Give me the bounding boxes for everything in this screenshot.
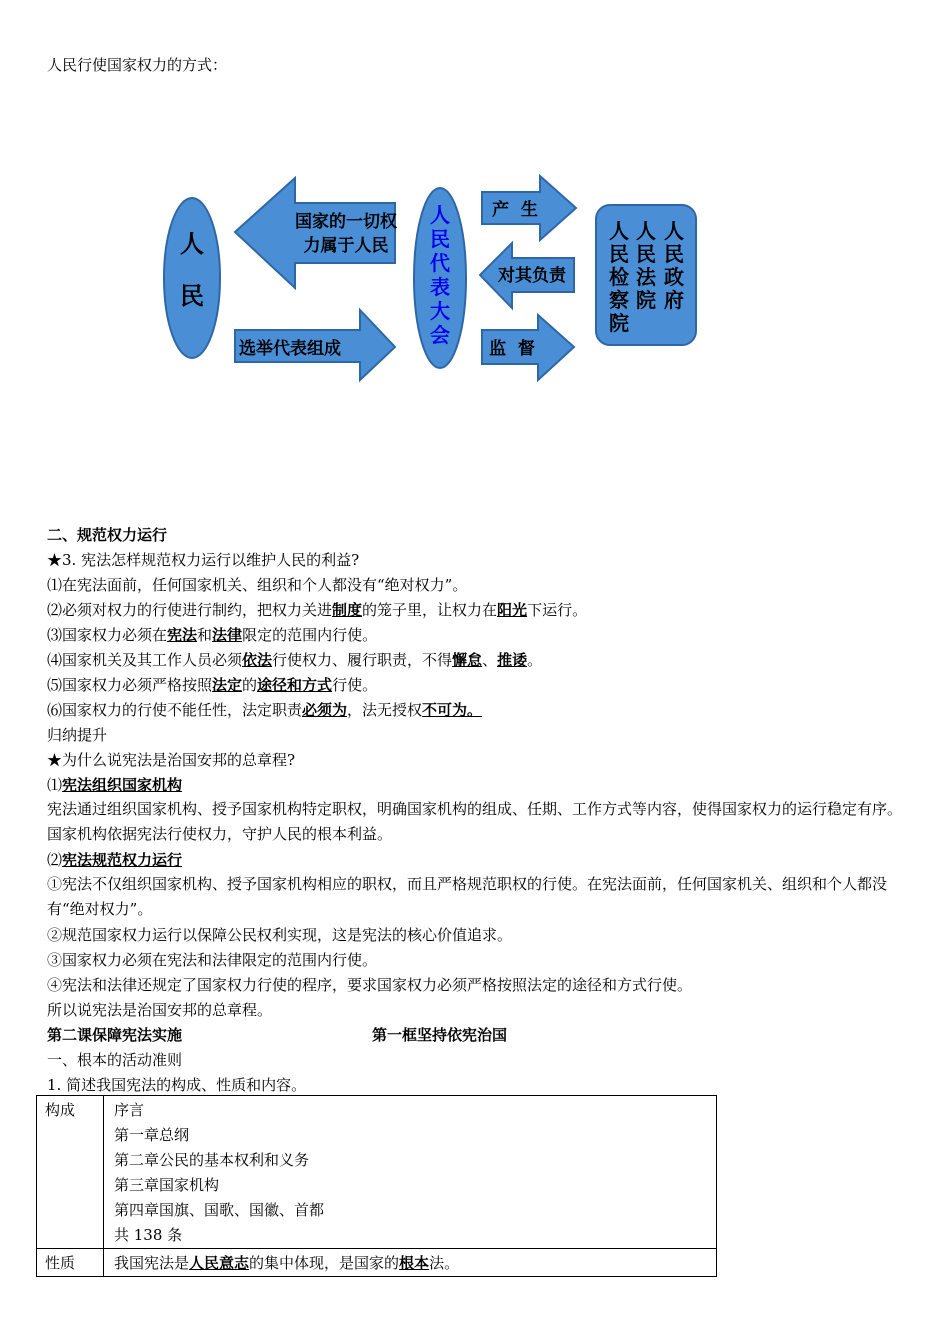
subsection-heading: 一、根本的活动准则 — [47, 1051, 183, 1069]
row-key: 构成 — [37, 1096, 104, 1249]
conclusion: 所以说宪法是治国安邦的总章程。 — [47, 1001, 273, 1019]
text: 行使。 — [332, 676, 378, 694]
keyword: 不可为。 — [422, 701, 483, 719]
arrow-produce — [482, 176, 576, 240]
organ-char: 人 — [664, 219, 684, 243]
question-1: 1. 简述我国宪法的构成、性质和内容。 — [47, 1076, 307, 1094]
keyword: 必须为 — [302, 701, 348, 719]
row-value — [104, 1096, 717, 1249]
text: ⑵必须对权力的行使进行制约，把权力关进 — [47, 601, 333, 619]
question-3: ★3. 宪法怎样规范权力运行以维护人民的利益? — [47, 551, 360, 569]
list-item: 第三章国家机构 — [114, 1176, 220, 1194]
npc-char: 民 — [430, 227, 450, 251]
text: 的集中体现，是国家的 — [249, 1254, 400, 1272]
list-item: 共 138 条 — [114, 1226, 183, 1244]
arrow-supervise — [482, 315, 574, 380]
organ-char: 院 — [636, 288, 656, 312]
num: ⑴ — [47, 776, 63, 794]
arrow-responsible — [480, 243, 574, 308]
text: 。 — [527, 651, 543, 669]
text: 的 — [242, 676, 258, 694]
keyword: 懈怠 — [452, 651, 483, 669]
npc-char: 会 — [430, 323, 450, 347]
list-item: 第二章公民的基本权利和义务 — [114, 1151, 310, 1169]
npc-char: 代 — [430, 251, 450, 275]
npc-char: 大 — [430, 299, 450, 323]
organ-char: 民 — [609, 242, 629, 266]
text: ⑸国家权力必须严格按照 — [47, 676, 213, 694]
arrow-belong-line1: 国家的一切权 — [295, 212, 397, 232]
npc-ellipse — [414, 188, 466, 368]
subtitle-1 — [47, 775, 182, 795]
arrow-power-belongs — [235, 178, 398, 288]
arrow-elect-label: 选举代表组成 — [239, 339, 341, 359]
organ-char: 检 — [609, 265, 629, 289]
keyword: 宪法组织国家机构 — [62, 776, 183, 794]
text: ⑹国家权力的行使不能任性，法定职责 — [47, 701, 303, 719]
npc-char: 人 — [430, 203, 450, 227]
section-heading: 二、规范权力运行 — [47, 526, 168, 544]
keyword: 根本 — [399, 1254, 430, 1272]
organ-char: 院 — [609, 311, 629, 335]
list-item: 第四章国旗、国歌、国徽、首都 — [114, 1201, 325, 1219]
text: 的笼子里，让权力在 — [362, 601, 498, 619]
summary-label: 归纳提升 — [47, 726, 108, 744]
organ-char: 民 — [636, 242, 656, 266]
point-6 — [47, 700, 482, 720]
organ-char: 人 — [609, 219, 629, 243]
text: 法。 — [429, 1254, 460, 1272]
text: ，法无授权 — [347, 701, 423, 719]
organ-char: 察 — [609, 288, 629, 312]
power-flow-diagram — [150, 170, 710, 390]
keyword: 推诿 — [497, 651, 528, 669]
subtitle-2 — [47, 850, 182, 870]
row-value — [104, 1249, 717, 1277]
intro-text: 人民行使国家权力的方式： — [47, 56, 228, 74]
table-row — [37, 1096, 717, 1249]
subtitle-1-body: 宪法通过组织国家机构、授予国家机构特定职权，明确国家机构的组成、任期、工作方式等内容，使得国家权力的运行稳定有序。国家机构依据宪法行使权力，守护人民的根本利益。 — [47, 800, 903, 843]
text: 下运行。 — [527, 601, 588, 619]
keyword: 宪法规范权力运行 — [62, 851, 183, 869]
point-3 — [47, 625, 377, 645]
keyword: 阳光 — [497, 601, 528, 619]
keyword: 制度 — [332, 601, 363, 619]
people-char: 人 — [180, 230, 204, 258]
list-item: 第一章总纲 — [114, 1126, 190, 1144]
state-organs-box — [596, 205, 696, 345]
keyword: 依法 — [242, 651, 273, 669]
subtitle-2-item-1: ①宪法不仅组织国家机构、授予国家机构相应的职权，而且严格规范职权的行使。在宪法面前，任何国家机关、组织和个人都没有“绝对权力”。 — [47, 875, 888, 918]
arrow-responsible-label: 对其负责 — [498, 266, 566, 286]
keyword: 人民意志 — [189, 1254, 250, 1272]
row-key: 性质 — [37, 1249, 104, 1277]
organ-char: 政 — [664, 265, 684, 289]
question-why: ★为什么说宪法是治国安邦的总章程? — [47, 751, 296, 769]
arrow-supervise-label: 监 督 — [489, 339, 535, 359]
course-title: 第二课保障宪法实施 — [47, 1026, 183, 1044]
text: 限定的范围内行使。 — [242, 626, 378, 644]
list-item: 序言 — [114, 1101, 145, 1119]
num: ⑵ — [47, 851, 63, 869]
text: 、 — [482, 651, 498, 669]
point-2 — [47, 600, 587, 620]
organ-char: 人 — [636, 219, 656, 243]
organ-char: 民 — [664, 242, 684, 266]
constitution-table — [36, 1095, 717, 1277]
point-1: ⑴在宪法面前，任何国家机关、组织和个人都没有“绝对权力”。 — [47, 576, 468, 594]
people-ellipse — [164, 198, 220, 358]
table-row — [37, 1249, 717, 1277]
subtitle-2-item-2: ②规范国家权力运行以保障公民权利实现，这是宪法的核心价值追求。 — [47, 926, 513, 944]
arrow-belong-line2: 力属于人民 — [303, 236, 389, 256]
keyword: 宪法 — [167, 626, 198, 644]
point-4 — [47, 650, 542, 670]
frame-title: 第一框坚持依宪治国 — [372, 1026, 508, 1044]
text: 和 — [197, 626, 213, 644]
point-5 — [47, 675, 377, 695]
arrow-elect — [235, 310, 395, 380]
people-char: 民 — [180, 282, 204, 310]
subtitle-2-item-3: ③国家权力必须在宪法和法律限定的范围内行使。 — [47, 951, 378, 969]
keyword: 法律 — [212, 626, 243, 644]
text: 行使权力、履行职责，不得 — [272, 651, 453, 669]
subtitle-2-item-4: ④宪法和法律还规定了国家权力行使的程序，要求国家权力必须严格按照法定的途径和方式行使。 — [47, 976, 693, 994]
organ-char: 法 — [636, 265, 656, 289]
text: ⑶国家权力必须在 — [47, 626, 168, 644]
text: 我国宪法是 — [114, 1254, 190, 1272]
organ-char: 府 — [664, 288, 684, 312]
keyword: 途径和方式 — [257, 676, 333, 694]
arrow-produce-label: 产 生 — [492, 200, 538, 220]
keyword: 法定 — [212, 676, 243, 694]
text: ⑷国家机关及其工作人员必须 — [47, 651, 243, 669]
npc-char: 表 — [430, 275, 450, 299]
